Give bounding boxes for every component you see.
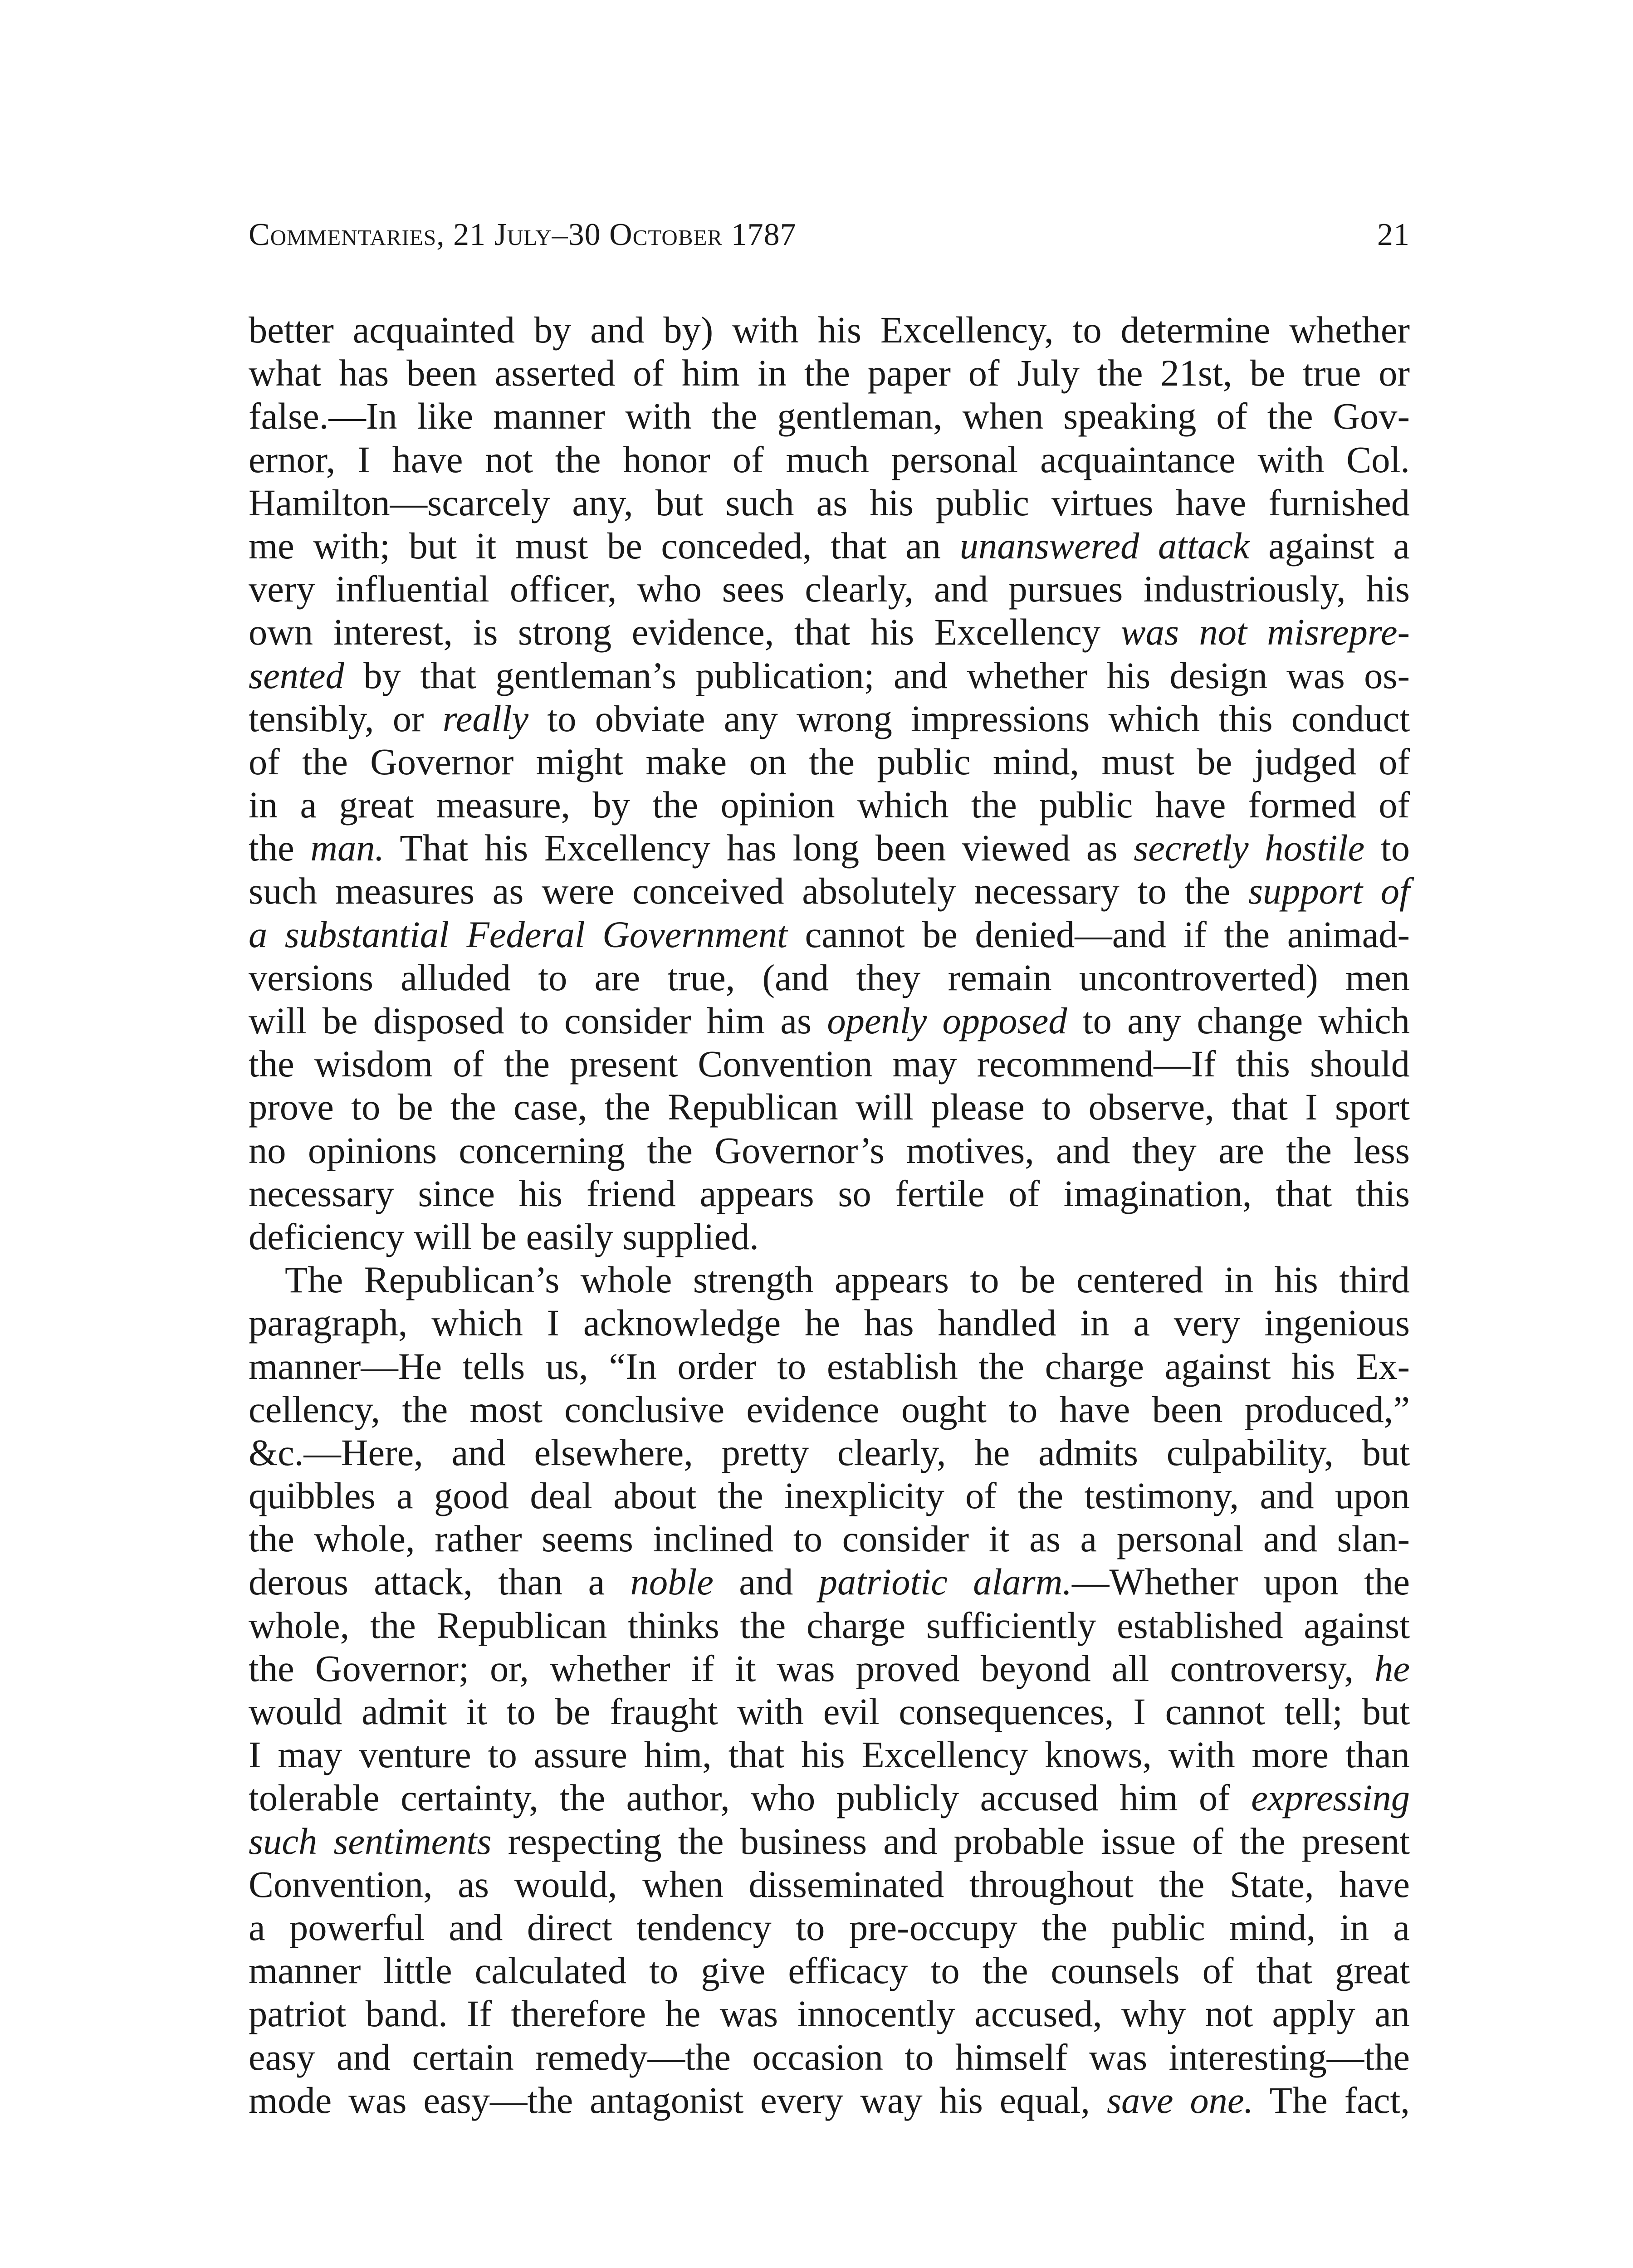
text-line — [249, 438, 1410, 481]
running-head-title: Commentaries, 21 July–30 October 1787 — [249, 217, 797, 252]
text-line — [249, 611, 1410, 654]
text-line — [249, 697, 1410, 740]
text-segment: derous attack, than a — [249, 1561, 631, 1603]
page-number: 21 — [1377, 217, 1410, 252]
running-head — [249, 217, 1410, 267]
text-segment: The Republican’s whole strength appears to be centered in his third — [285, 1259, 1410, 1301]
text-segment: Convention, as would, when disseminated throughout the State, have — [249, 1863, 1410, 1905]
text-line — [249, 2036, 1410, 2079]
text-segment: the Governor; or, whether if it was proved beyond all controversy, — [249, 1647, 1375, 1689]
italic-text: he — [1374, 1647, 1410, 1689]
text-line — [249, 308, 1410, 352]
text-line — [249, 481, 1410, 524]
text-line — [249, 524, 1410, 567]
text-segment: in a great measure, by the opinion which the public have formed of — [249, 784, 1410, 826]
text-segment: by that gentleman’s publication; and whether his design was os- — [344, 654, 1410, 696]
text-segment: versions alluded to are true, (and they remain uncontroverted) men — [249, 956, 1410, 998]
italic-text: support of — [1248, 870, 1410, 912]
text-segment: the — [249, 827, 311, 869]
italic-text: man. — [310, 827, 385, 869]
text-segment: whole, the Republican thinks the charge sufficiently established against — [249, 1604, 1410, 1646]
text-segment: me with; but it must be conceded, that an — [249, 524, 960, 567]
italic-text: was not misrepre- — [1120, 611, 1410, 653]
italic-text: noble — [630, 1561, 714, 1603]
text-line — [249, 567, 1410, 611]
body-text — [249, 308, 1410, 2122]
italic-text: really — [442, 697, 529, 739]
text-line — [249, 1129, 1410, 1172]
text-segment: cellency, the most conclusive evidence ought to have been produced,” — [249, 1388, 1410, 1430]
text-line — [249, 1431, 1410, 1474]
text-line — [249, 1647, 1410, 1690]
text-segment: cannot be denied—and if the animad- — [787, 913, 1410, 955]
text-line — [249, 1560, 1410, 1603]
text-line — [249, 1733, 1410, 1776]
text-line — [249, 1301, 1410, 1344]
text-line — [249, 1172, 1410, 1215]
text-line — [249, 1474, 1410, 1517]
text-line — [249, 654, 1410, 697]
italic-text: such sentiments — [249, 1820, 492, 1862]
text-segment: of the Governor might make on the public mind, must be judged of — [249, 740, 1410, 782]
text-segment: the wisdom of the present Convention may recommend—If this should — [249, 1043, 1410, 1085]
text-line — [249, 1863, 1410, 1906]
text-line — [249, 352, 1410, 395]
text-line — [249, 1258, 1410, 1301]
text-line — [249, 1085, 1410, 1129]
text-segment: quibbles a good deal about the inexplicity of the testimony, and upon — [249, 1475, 1410, 1517]
text-segment: false.—In like manner with the gentleman, when speaking of the Gov- — [249, 395, 1410, 437]
text-segment: against a — [1249, 524, 1410, 567]
text-segment: That his Excellency has long been viewed as — [384, 827, 1134, 869]
text-line — [249, 1042, 1410, 1085]
text-segment: better acquainted by and by) with his Excellency, to determine whether — [249, 309, 1410, 351]
text-line — [249, 870, 1410, 913]
text-segment: what has been asserted of him in the paper of July the 21st, be true or — [249, 352, 1410, 394]
text-segment: I may venture to assure him, that his Excellency knows, with more than — [249, 1734, 1410, 1776]
text-segment: and — [713, 1561, 819, 1603]
text-segment: would admit it to be fraught with evil consequences, I cannot tell; but — [249, 1691, 1410, 1732]
text-segment: will be disposed to consider him as — [249, 1000, 827, 1041]
text-line — [249, 1949, 1410, 1992]
text-segment: respecting the business and probable issue of the present — [491, 1820, 1410, 1862]
text-line — [249, 2079, 1410, 2122]
text-segment: tolerable certainty, the author, who publicly accused him of — [249, 1777, 1252, 1819]
italic-text: a substantial Federal Government — [249, 913, 787, 955]
text-segment: ernor, I have not the honor of much personal acquaintance with Col. — [249, 438, 1410, 480]
italic-text: sented — [249, 654, 344, 696]
text-line — [249, 913, 1410, 956]
italic-text: save one. — [1106, 2079, 1254, 2121]
text-segment: patriot band. If therefore he was innocently accused, why not apply an — [249, 1993, 1410, 2035]
text-segment: paragraph, which I acknowledge he has handled in a very ingenious — [249, 1302, 1410, 1344]
text-line — [249, 826, 1410, 870]
italic-text: expressing — [1251, 1777, 1410, 1819]
text-line — [249, 1776, 1410, 1819]
text-segment: such measures as were conceived absolutely necessary to the — [249, 870, 1248, 912]
text-segment: &c.—Here, and elsewhere, pretty clearly, he admits culpability, but — [249, 1431, 1410, 1473]
italic-text: patriotic alarm. — [818, 1561, 1072, 1603]
text-line — [249, 1345, 1410, 1388]
italic-text: unanswered attack — [959, 524, 1250, 567]
text-segment: to any change which — [1067, 1000, 1410, 1041]
text-segment: the whole, rather seems inclined to consider it as a personal and slan- — [249, 1518, 1410, 1560]
text-segment: The fact, — [1253, 2079, 1410, 2121]
text-line — [249, 1906, 1410, 1949]
text-line — [249, 395, 1410, 438]
text-segment: manner little calculated to give efficacy to the counsels of that great — [249, 1950, 1410, 1992]
text-segment: prove to be the case, the Republican will please to observe, that I sport — [249, 1086, 1410, 1128]
text-line — [249, 1604, 1410, 1647]
text-line — [249, 1215, 1410, 1258]
text-line — [249, 1517, 1410, 1560]
text-segment: very influential officer, who sees clearly, and pursues industriously, his — [249, 568, 1410, 610]
text-segment: —Whether upon the — [1072, 1561, 1410, 1603]
text-line — [249, 1992, 1410, 2035]
italic-text: openly opposed — [827, 1000, 1067, 1041]
text-segment: a powerful and direct tendency to pre-occupy the public mind, in a — [249, 1906, 1410, 1948]
text-line — [249, 999, 1410, 1042]
text-segment: own interest, is strong evidence, that his Excellency — [249, 611, 1121, 653]
text-line — [249, 1388, 1410, 1431]
text-segment: no opinions concerning the Governor’s motives, and they are the less — [249, 1129, 1410, 1171]
text-segment: tensibly, or — [249, 697, 443, 739]
text-line — [249, 783, 1410, 826]
text-segment: easy and certain remedy—the occasion to himself was interesting—the — [249, 2036, 1410, 2078]
text-segment: necessary since his friend appears so fertile of imagination, that this — [249, 1172, 1410, 1214]
italic-text: secretly hostile — [1134, 827, 1365, 869]
text-segment: to — [1364, 827, 1410, 869]
text-segment: manner—He tells us, “In order to establish the charge against his Ex- — [249, 1345, 1410, 1387]
text-segment: mode was easy—the antagonist every way his equal, — [249, 2079, 1107, 2121]
text-line — [249, 740, 1410, 783]
text-line — [249, 1690, 1410, 1733]
text-segment: Hamilton—scarcely any, but such as his public virtues have furnished — [249, 481, 1410, 523]
text-segment: to obviate any wrong impressions which this conduct — [528, 697, 1410, 739]
text-line — [249, 1820, 1410, 1863]
text-line — [249, 956, 1410, 999]
text-segment: deficiency will be easily supplied. — [249, 1215, 759, 1257]
